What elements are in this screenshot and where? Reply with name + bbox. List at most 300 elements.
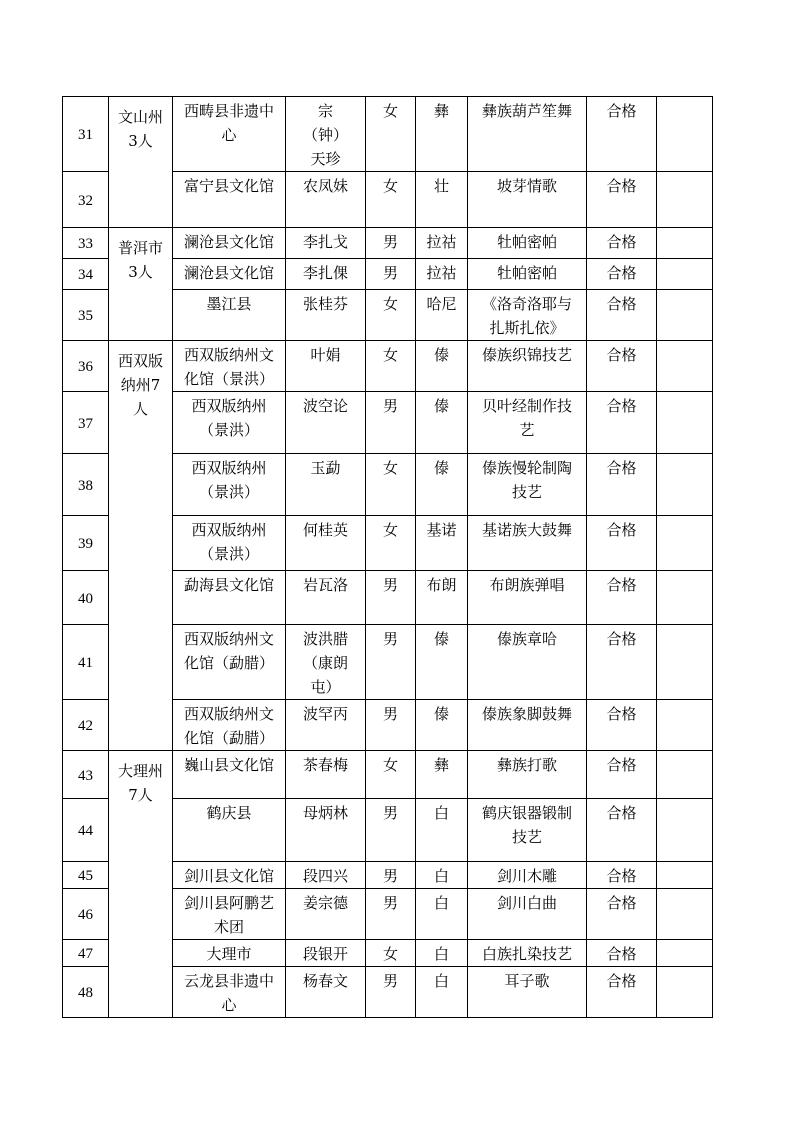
name-cell xyxy=(286,940,366,967)
item-cell-text: 《洛奇洛耶与扎斯扎依》 xyxy=(481,295,572,337)
table-body xyxy=(63,97,713,1018)
name-cell-text: 何桂英 xyxy=(302,521,348,539)
item-cell-text: 坡芽情歌 xyxy=(496,177,557,195)
gender-cell-text: 男 xyxy=(382,630,398,648)
ethnicity-cell-text: 傣 xyxy=(433,459,449,477)
ethnicity-cell-text: 布朗 xyxy=(426,576,457,594)
item-cell xyxy=(468,259,587,290)
unit-cell xyxy=(173,799,286,862)
note-cell xyxy=(657,341,713,392)
result-cell-text: 合格 xyxy=(606,264,637,282)
gender-cell xyxy=(366,97,416,172)
unit-cell xyxy=(173,862,286,889)
row-number xyxy=(63,290,109,341)
result-cell-text: 合格 xyxy=(606,705,637,723)
name-cell xyxy=(286,625,366,700)
unit-cell xyxy=(173,625,286,700)
item-cell-text: 布朗族弹唱 xyxy=(489,576,565,594)
note-cell xyxy=(657,97,713,172)
item-cell-text: 傣族慢轮制陶技艺 xyxy=(481,459,572,501)
unit-cell-text: 剑川县文化馆 xyxy=(183,867,274,885)
row-number-text: 46 xyxy=(78,907,93,923)
row-number-text: 38 xyxy=(78,477,93,494)
item-cell xyxy=(468,625,587,700)
note-cell xyxy=(657,889,713,940)
row-number xyxy=(63,940,109,967)
result-cell xyxy=(587,97,657,172)
name-cell xyxy=(286,454,366,516)
ethnicity-cell-text: 彝 xyxy=(433,102,449,120)
unit-cell-text: 云龙县非遗中心 xyxy=(183,972,274,1014)
note-cell xyxy=(657,751,713,799)
name-cell-text: 波空论 xyxy=(302,397,348,415)
row-number xyxy=(63,454,109,516)
unit-cell-text: 剑川县阿鹏艺术团 xyxy=(183,894,274,936)
unit-cell xyxy=(173,571,286,625)
ethnicity-cell-text: 彝 xyxy=(433,756,449,774)
name-cell-text: 玉勐 xyxy=(310,459,341,477)
gender-cell xyxy=(366,940,416,967)
gender-cell-text: 女 xyxy=(382,756,398,774)
gender-cell xyxy=(366,799,416,862)
result-cell xyxy=(587,392,657,454)
unit-cell-text: 澜沧县文化馆 xyxy=(183,233,274,251)
result-cell xyxy=(587,625,657,700)
item-cell-text: 傣族织锦技艺 xyxy=(481,346,572,364)
table-row xyxy=(63,97,713,172)
row-number-text: 45 xyxy=(78,868,93,884)
unit-cell-text: 富宁县文化馆 xyxy=(183,177,274,195)
name-cell-text: 茶春梅 xyxy=(302,756,348,774)
row-number-text: 44 xyxy=(78,823,93,839)
name-cell xyxy=(286,799,366,862)
note-cell xyxy=(657,392,713,454)
item-cell xyxy=(468,700,587,751)
item-cell-text: 耳子歌 xyxy=(504,972,550,990)
gender-cell xyxy=(366,259,416,290)
result-cell-text: 合格 xyxy=(606,756,637,774)
note-cell xyxy=(657,700,713,751)
gender-cell-text: 男 xyxy=(382,233,398,251)
name-cell xyxy=(286,700,366,751)
note-cell-text xyxy=(657,172,712,174)
result-cell-text: 合格 xyxy=(606,630,637,648)
result-cell-text: 合格 xyxy=(606,102,637,120)
result-cell xyxy=(587,228,657,259)
row-number-text: 36 xyxy=(78,359,93,375)
name-cell xyxy=(286,967,366,1018)
name-cell-text: 张桂芬 xyxy=(302,295,348,313)
gender-cell xyxy=(366,290,416,341)
item-cell xyxy=(468,889,587,940)
result-cell xyxy=(587,341,657,392)
note-cell-text xyxy=(657,516,712,518)
result-cell xyxy=(587,454,657,516)
result-cell xyxy=(587,172,657,228)
note-cell-text xyxy=(657,751,712,753)
name-cell xyxy=(286,97,366,172)
unit-cell-text: 西双版纳州文化馆（勐腊） xyxy=(183,705,274,747)
row-number xyxy=(63,625,109,700)
unit-cell-text: 澜沧县文化馆 xyxy=(183,264,274,282)
gender-cell-text: 男 xyxy=(382,894,398,912)
gender-cell-text: 女 xyxy=(382,346,398,364)
region-cell xyxy=(109,97,173,228)
result-cell-text: 合格 xyxy=(606,521,637,539)
item-cell-text: 傣族象脚鼓舞 xyxy=(481,705,572,723)
item-cell xyxy=(468,799,587,862)
gender-cell-text: 女 xyxy=(382,295,398,313)
note-cell-text xyxy=(657,862,712,864)
name-cell-text: 李扎倮 xyxy=(302,264,348,282)
row-number-text: 47 xyxy=(78,946,93,962)
gender-cell xyxy=(366,625,416,700)
ethnicity-cell-text: 基诺 xyxy=(426,521,457,539)
result-cell xyxy=(587,751,657,799)
note-cell xyxy=(657,571,713,625)
item-cell xyxy=(468,392,587,454)
result-cell-text: 合格 xyxy=(606,804,637,822)
row-number-text: 33 xyxy=(78,236,93,252)
row-number-text: 43 xyxy=(78,767,93,784)
unit-cell-text: 西双版纳州（景洪） xyxy=(191,397,267,439)
item-cell-text: 贝叶经制作技艺 xyxy=(481,397,572,439)
row-number-text: 34 xyxy=(78,267,93,283)
item-cell xyxy=(468,454,587,516)
row-number-text: 31 xyxy=(78,127,93,143)
name-cell-text: 李扎戈 xyxy=(302,233,348,251)
gender-cell xyxy=(366,967,416,1018)
name-cell-text: 岩瓦洛 xyxy=(302,576,348,594)
result-cell xyxy=(587,259,657,290)
item-cell-text: 鹤庆银器锻制技艺 xyxy=(481,804,572,846)
note-cell xyxy=(657,625,713,700)
row-number xyxy=(63,228,109,259)
gender-cell-text: 女 xyxy=(382,521,398,539)
ethnicity-cell-text: 傣 xyxy=(433,705,449,723)
name-cell-text: 波罕丙 xyxy=(302,705,348,723)
item-cell xyxy=(468,940,587,967)
ethnicity-cell-text: 白 xyxy=(433,804,449,822)
result-cell xyxy=(587,516,657,571)
unit-cell xyxy=(173,228,286,259)
ethnicity-cell xyxy=(416,751,468,799)
unit-cell-text: 西双版纳州文化馆（景洪） xyxy=(183,346,274,388)
unit-cell-text: 墨江县 xyxy=(206,295,252,313)
row-number xyxy=(63,97,109,172)
gender-cell xyxy=(366,751,416,799)
row-number-text: 39 xyxy=(78,536,93,552)
gender-cell xyxy=(366,228,416,259)
row-number xyxy=(63,889,109,940)
result-cell xyxy=(587,967,657,1018)
row-number-text: 35 xyxy=(78,308,93,324)
unit-cell-text: 勐海县文化馆 xyxy=(183,576,274,594)
note-cell xyxy=(657,799,713,862)
gender-cell xyxy=(366,454,416,516)
gender-cell-text: 男 xyxy=(382,867,398,885)
ethnicity-cell xyxy=(416,228,468,259)
result-cell-text: 合格 xyxy=(606,397,637,415)
note-cell xyxy=(657,516,713,571)
gender-cell xyxy=(366,889,416,940)
name-cell-text: 宗（钟）天珍 xyxy=(302,102,348,168)
unit-cell-text: 西双版纳州（景洪） xyxy=(191,521,267,563)
note-cell xyxy=(657,967,713,1018)
ethnicity-cell-text: 哈尼 xyxy=(426,295,457,313)
note-cell xyxy=(657,259,713,290)
result-cell xyxy=(587,889,657,940)
result-cell xyxy=(587,940,657,967)
ethnicity-cell xyxy=(416,290,468,341)
item-cell xyxy=(468,516,587,571)
unit-cell xyxy=(173,97,286,172)
row-number xyxy=(63,259,109,290)
name-cell xyxy=(286,259,366,290)
note-cell-text xyxy=(657,454,712,456)
name-cell-text: 叶娟 xyxy=(310,346,341,364)
item-cell xyxy=(468,862,587,889)
note-cell-text xyxy=(657,392,712,394)
row-number-text: 42 xyxy=(78,718,93,734)
note-cell-text xyxy=(657,228,712,230)
gender-cell-text: 男 xyxy=(382,804,398,822)
gender-cell-text: 女 xyxy=(382,177,398,195)
item-cell xyxy=(468,967,587,1018)
gender-cell xyxy=(366,571,416,625)
note-cell-text xyxy=(657,625,712,627)
note-cell-text xyxy=(657,341,712,343)
row-number xyxy=(63,751,109,799)
note-cell-text xyxy=(657,700,712,702)
row-number xyxy=(63,341,109,392)
name-cell-text: 段银开 xyxy=(302,945,348,963)
unit-cell xyxy=(173,392,286,454)
ethnicity-cell xyxy=(416,571,468,625)
name-cell xyxy=(286,290,366,341)
row-number xyxy=(63,967,109,1018)
ethnicity-cell-text: 白 xyxy=(433,945,449,963)
ethnicity-cell xyxy=(416,889,468,940)
ethnicity-cell-text: 白 xyxy=(433,894,449,912)
unit-cell xyxy=(173,290,286,341)
unit-cell xyxy=(173,516,286,571)
gender-cell-text: 男 xyxy=(382,397,398,415)
name-cell-text: 姜宗德 xyxy=(302,894,348,912)
region-cell xyxy=(109,228,173,341)
gender-cell-text: 女 xyxy=(382,459,398,477)
gender-cell xyxy=(366,700,416,751)
name-cell-text: 段四兴 xyxy=(302,867,348,885)
item-cell xyxy=(468,341,587,392)
item-cell-text: 剑川白曲 xyxy=(496,894,557,912)
item-cell-text: 牡帕密帕 xyxy=(496,233,557,251)
note-cell-text xyxy=(657,97,712,99)
note-cell-text xyxy=(657,940,712,942)
ethnicity-cell xyxy=(416,259,468,290)
result-cell xyxy=(587,700,657,751)
unit-cell xyxy=(173,259,286,290)
row-number-text: 41 xyxy=(78,655,93,671)
ethnicity-cell xyxy=(416,862,468,889)
unit-cell-text: 西双版纳州文化馆（勐腊） xyxy=(183,630,274,672)
region-label: 普洱市3人 xyxy=(117,239,163,281)
ethnicity-cell-text: 白 xyxy=(433,972,449,990)
row-number-text: 37 xyxy=(78,415,93,432)
name-cell-text: 波洪腊（康朗屯） xyxy=(302,630,348,696)
name-cell xyxy=(286,228,366,259)
item-cell xyxy=(468,571,587,625)
note-cell-text xyxy=(657,967,712,969)
item-cell-text: 剑川木雕 xyxy=(496,867,557,885)
inheritor-assessment-table xyxy=(62,96,713,1018)
note-cell xyxy=(657,940,713,967)
item-cell-text: 彝族葫芦笙舞 xyxy=(481,102,572,120)
unit-cell xyxy=(173,341,286,392)
gender-cell xyxy=(366,862,416,889)
ethnicity-cell xyxy=(416,97,468,172)
result-cell-text: 合格 xyxy=(606,972,637,990)
region-label: 西双版纳州7人 xyxy=(117,352,163,418)
result-cell-text: 合格 xyxy=(606,233,637,251)
unit-cell-text: 大理市 xyxy=(206,945,252,963)
ethnicity-cell-text: 傣 xyxy=(433,397,449,415)
unit-cell xyxy=(173,889,286,940)
ethnicity-cell xyxy=(416,799,468,862)
unit-cell xyxy=(173,172,286,228)
ethnicity-cell-text: 白 xyxy=(433,867,449,885)
table-row xyxy=(63,341,713,392)
note-cell-text xyxy=(657,799,712,801)
ethnicity-cell xyxy=(416,700,468,751)
item-cell-text: 彝族打歌 xyxy=(496,756,557,774)
name-cell xyxy=(286,571,366,625)
item-cell xyxy=(468,172,587,228)
row-number xyxy=(63,862,109,889)
ethnicity-cell xyxy=(416,454,468,516)
gender-cell-text: 女 xyxy=(382,102,398,120)
ethnicity-cell xyxy=(416,625,468,700)
item-cell xyxy=(468,97,587,172)
item-cell-text: 牡帕密帕 xyxy=(496,264,557,282)
unit-cell-text: 巍山县文化馆 xyxy=(183,756,274,774)
ethnicity-cell-text: 拉祜 xyxy=(426,233,457,251)
result-cell xyxy=(587,571,657,625)
item-cell xyxy=(468,290,587,341)
row-number xyxy=(63,799,109,862)
unit-cell xyxy=(173,751,286,799)
note-cell-text xyxy=(657,571,712,573)
gender-cell-text: 男 xyxy=(382,972,398,990)
gender-cell xyxy=(366,172,416,228)
name-cell xyxy=(286,862,366,889)
name-cell-text: 母炳林 xyxy=(302,804,348,822)
unit-cell-text: 西双版纳州（景洪） xyxy=(191,459,267,501)
gender-cell-text: 男 xyxy=(382,576,398,594)
row-number xyxy=(63,700,109,751)
ethnicity-cell-text: 拉祜 xyxy=(426,264,457,282)
gender-cell-text: 男 xyxy=(382,264,398,282)
result-cell xyxy=(587,290,657,341)
note-cell xyxy=(657,290,713,341)
note-cell-text xyxy=(657,889,712,891)
name-cell xyxy=(286,172,366,228)
name-cell xyxy=(286,341,366,392)
item-cell xyxy=(468,228,587,259)
result-cell xyxy=(587,862,657,889)
region-label: 大理州7人 xyxy=(117,762,163,804)
result-cell-text: 合格 xyxy=(606,346,637,364)
gender-cell-text: 男 xyxy=(382,705,398,723)
row-number xyxy=(63,571,109,625)
table-row xyxy=(63,751,713,799)
gender-cell xyxy=(366,392,416,454)
unit-cell xyxy=(173,454,286,516)
unit-cell-text: 鹤庆县 xyxy=(206,804,252,822)
result-cell-text: 合格 xyxy=(606,945,637,963)
region-cell xyxy=(109,341,173,751)
note-cell xyxy=(657,228,713,259)
ethnicity-cell-text: 壮 xyxy=(433,177,449,195)
name-cell xyxy=(286,889,366,940)
note-cell-text xyxy=(657,259,712,261)
gender-cell xyxy=(366,341,416,392)
ethnicity-cell xyxy=(416,967,468,1018)
ethnicity-cell xyxy=(416,940,468,967)
row-number-text: 32 xyxy=(78,192,93,209)
ethnicity-cell-text: 傣 xyxy=(433,630,449,648)
item-cell xyxy=(468,751,587,799)
item-cell-text: 傣族章哈 xyxy=(496,630,557,648)
result-cell-text: 合格 xyxy=(606,867,637,885)
note-cell xyxy=(657,172,713,228)
name-cell-text: 农凤妹 xyxy=(302,177,348,195)
name-cell xyxy=(286,392,366,454)
unit-cell-text: 西畴县非遗中心 xyxy=(183,102,274,144)
row-number-text: 48 xyxy=(78,985,93,1001)
row-number xyxy=(63,516,109,571)
name-cell xyxy=(286,751,366,799)
unit-cell xyxy=(173,940,286,967)
result-cell-text: 合格 xyxy=(606,894,637,912)
note-cell xyxy=(657,454,713,516)
gender-cell xyxy=(366,516,416,571)
unit-cell xyxy=(173,967,286,1018)
name-cell-text: 杨春文 xyxy=(302,972,348,990)
item-cell-text: 白族扎染技艺 xyxy=(481,945,572,963)
unit-cell xyxy=(173,700,286,751)
ethnicity-cell xyxy=(416,516,468,571)
gender-cell-text: 女 xyxy=(382,945,398,963)
table-row xyxy=(63,228,713,259)
result-cell-text: 合格 xyxy=(606,177,637,195)
row-number xyxy=(63,172,109,228)
region-cell xyxy=(109,751,173,1018)
ethnicity-cell xyxy=(416,172,468,228)
ethnicity-cell xyxy=(416,341,468,392)
name-cell xyxy=(286,516,366,571)
ethnicity-cell-text: 傣 xyxy=(433,346,449,364)
result-cell-text: 合格 xyxy=(606,295,637,313)
row-number-text: 40 xyxy=(78,590,93,607)
item-cell-text: 基诺族大鼓舞 xyxy=(481,521,572,539)
result-cell-text: 合格 xyxy=(606,459,637,477)
note-cell-text xyxy=(657,290,712,292)
note-cell xyxy=(657,862,713,889)
result-cell xyxy=(587,799,657,862)
row-number xyxy=(63,392,109,454)
result-cell-text: 合格 xyxy=(606,576,637,594)
